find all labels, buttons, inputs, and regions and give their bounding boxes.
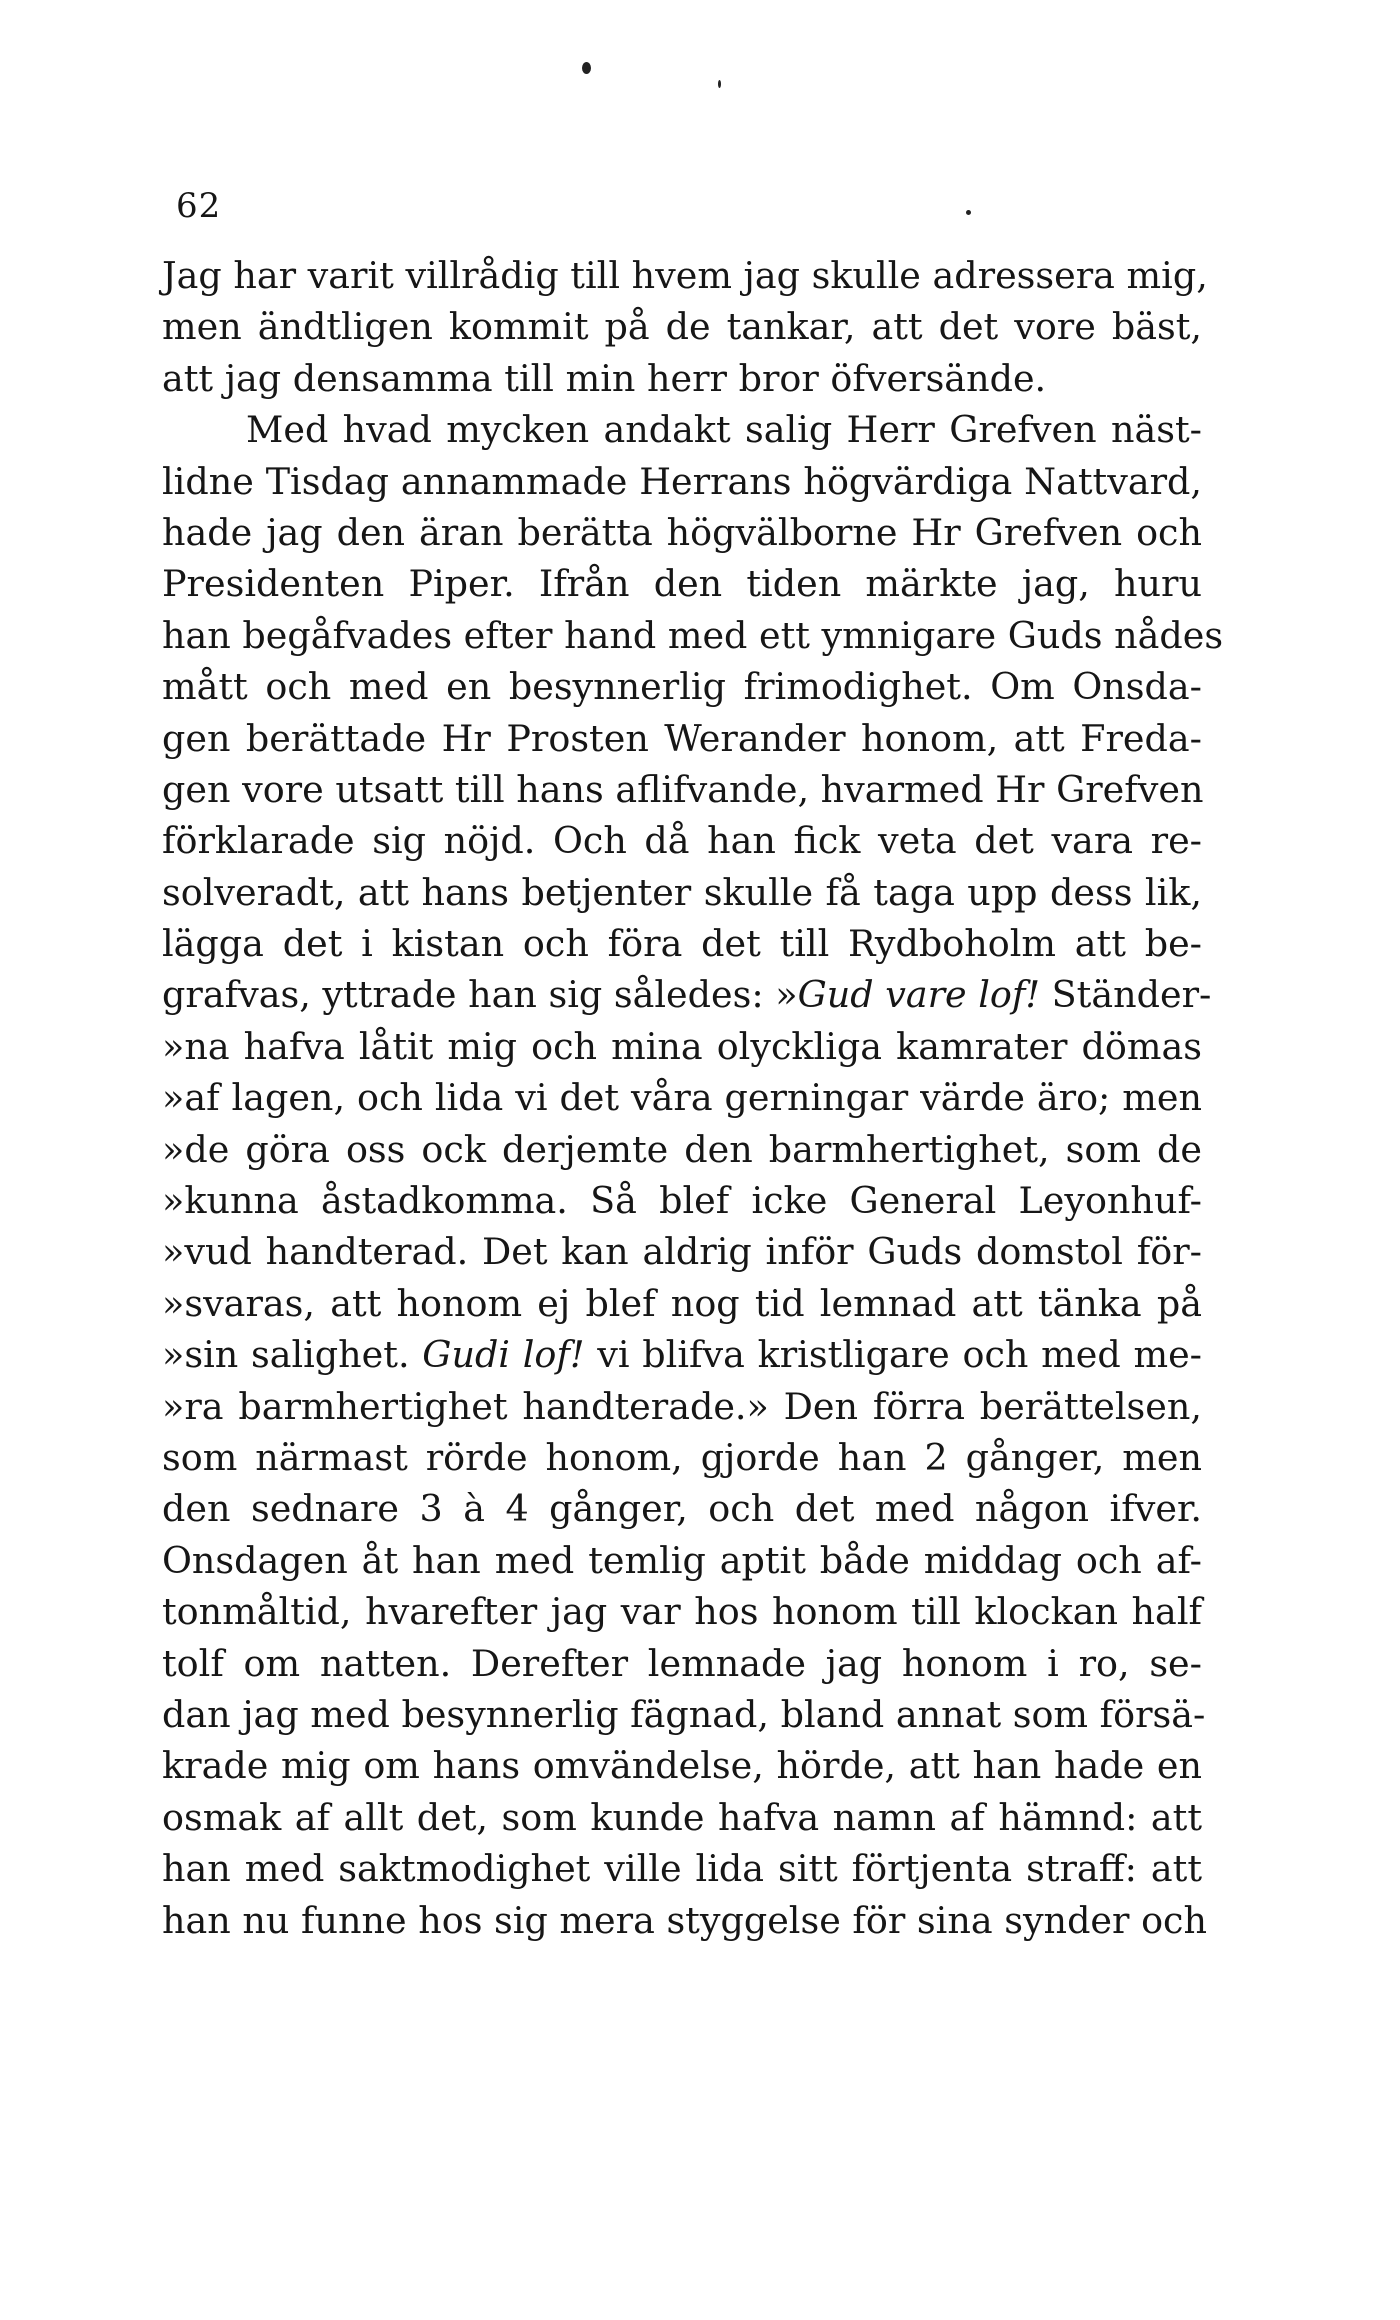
text-run: »sin salighet.: [162, 1333, 423, 1377]
text-line: solveradt, att hans betjenter skulle få taga upp dess lik,: [162, 870, 1202, 914]
text-line: gen berättade Hr Prosten Werander honom, att Freda-: [162, 716, 1202, 760]
text-line: [162, 969, 1212, 1020]
text-line: tolf om natten. Derefter lemnade jag honom i ro, se-: [162, 1641, 1202, 1685]
text-line: hade jag den äran berätta högvälborne Hr Grefven och: [162, 510, 1202, 554]
body-text: [162, 250, 1224, 1946]
text-line: tonmåltid, hvarefter jag var hos honom till klockan half: [162, 1590, 1202, 1634]
text-line: »na hafva låtit mig och mina olyckliga kamrater dömas: [162, 1024, 1202, 1068]
italic-quote: Gud vare lof!: [797, 973, 1041, 1017]
text-line: Onsdagen åt han med temlig aptit både middag och af-: [162, 1538, 1202, 1582]
text-line: gen vore utsatt till hans aflifvande, hvarmed Hr Grefven: [162, 767, 1204, 811]
text-line: »svaras, att honom ej blef nog tid lemnad att tänka på: [162, 1281, 1202, 1325]
text-line: krade mig om hans omvändelse, hörde, att han hade en: [162, 1744, 1202, 1788]
text-line: Med hvad mycken andakt salig Herr Grefven näst-: [246, 408, 1202, 452]
text-line: dan jag med besynnerlig fägnad, bland annat som försä-: [162, 1692, 1206, 1736]
text-line: »vud handterad. Det kan aldrig inför Guds domstol för-: [162, 1230, 1202, 1274]
text-line: som närmast rörde honom, gjorde han 2 gånger, men: [162, 1435, 1202, 1479]
text-run: grafvas, yttrade han sig således: »: [162, 973, 798, 1017]
text-line: osmak af allt det, som kunde hafva namn af hämnd: att: [162, 1795, 1202, 1839]
text-line: att jag densamma till min herr bror öfversände.: [162, 356, 1047, 400]
text-line: Jag har varit villrådig till hvem jag skulle adressera mig,: [162, 254, 1208, 297]
italic-quote: Gudi lof!: [422, 1333, 585, 1377]
text-line: lidne Tisdag annammade Herrans högvärdiga Nattvard,: [162, 459, 1202, 503]
page-number: 62: [176, 186, 222, 226]
text-line: han begåfvades efter hand med ett ymnigare Guds nådes: [162, 613, 1224, 657]
text-line: »de göra oss ock derjemte den barmhertighet, som de: [162, 1127, 1202, 1171]
text-line: »af lagen, och lida vi det våra gerningar värde äro; men: [162, 1076, 1202, 1120]
text-line: [162, 1329, 1202, 1380]
text-line: den sednare 3 à 4 gånger, och det med någon ifver.: [162, 1487, 1202, 1531]
text-line: »kunna åstadkomma. Så blef icke General Leyonhuf-: [162, 1179, 1202, 1223]
text-line: mått och med en besynnerlig frimodighet. Om Onsda-: [162, 665, 1202, 709]
text-line: han nu funne hos sig mera styggelse för sina synder och: [162, 1898, 1208, 1942]
ink-speck: [582, 62, 591, 74]
text-line: »ra barmhertighet handterade.» Den förra berättelsen,: [162, 1384, 1202, 1428]
text-line: han med saktmodighet ville lida sitt förtjenta straff: att: [162, 1847, 1202, 1891]
text-run: vi blifva kristligare och med me-: [584, 1333, 1203, 1377]
ink-speck: [966, 210, 971, 215]
text-line: Presidenten Piper. Ifrån den tiden märkte jag, huru: [162, 562, 1202, 606]
text-run: Ständer-: [1040, 973, 1212, 1017]
text-line: men ändtligen kommit på de tankar, att det vore bäst,: [162, 305, 1202, 349]
ink-speck: [718, 80, 721, 88]
text-line: lägga det i kistan och föra det till Rydboholm att be-: [162, 922, 1202, 966]
text-line: förklarade sig nöjd. Och då han fick veta det vara re-: [162, 819, 1202, 863]
